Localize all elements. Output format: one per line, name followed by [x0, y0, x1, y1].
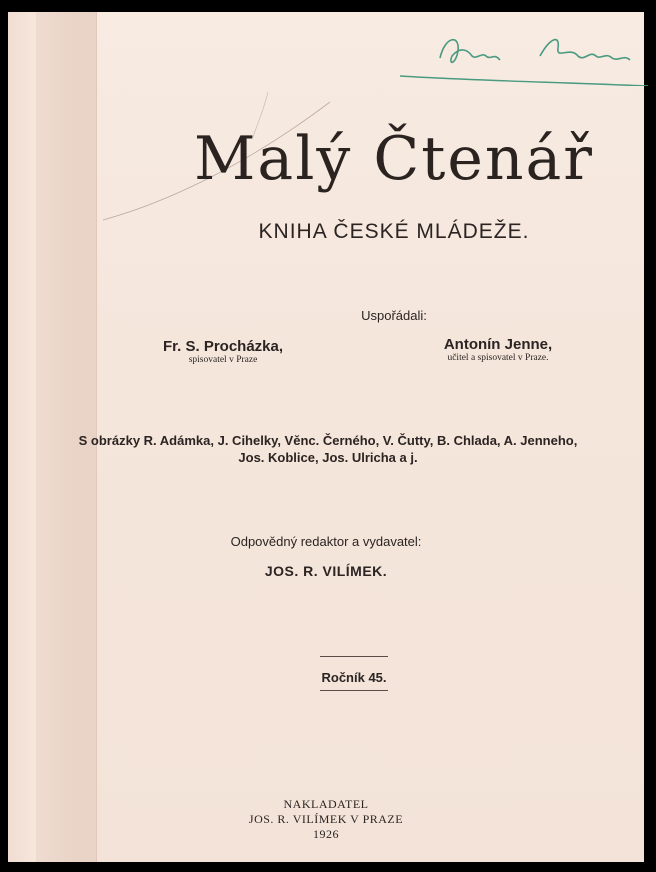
arranged-by-label: Uspořádali:: [361, 308, 427, 323]
publisher-name: JOS. R. VILÍMEK V PRAZE: [248, 812, 404, 826]
author-prochazka: [128, 338, 318, 365]
illustrators-line-2: Jos. Koblice, Jos. Ulricha a j.: [238, 450, 418, 465]
volume-label: Ročník 45.: [321, 670, 387, 685]
book-title-page: [8, 12, 644, 862]
author-jenne: [403, 336, 593, 363]
publisher-label: NAKLADATEL: [283, 797, 369, 811]
publication-year: 1926: [313, 827, 339, 841]
book-subtitle: KNIHA ČESKÉ MLÁDEŽE.: [258, 220, 530, 243]
volume-rule-bottom: [320, 690, 388, 691]
author-role: spisovatel v Praze: [188, 355, 258, 365]
editor-name: JOS. R. VILÍMEK.: [264, 563, 388, 579]
author-name: Antonín Jenne,: [443, 336, 553, 353]
editor-label: Odpovědný redaktor a vydavatel:: [230, 534, 422, 549]
signature-text: Krau. Karel: [460, 56, 465, 57]
illustrators-credit: [0, 432, 656, 466]
handwritten-signature: [400, 26, 650, 86]
author-name: Fr. S. Procházka,: [162, 338, 284, 355]
illustrators-line-1: S obrázky R. Adámka, J. Cihelky, Věnc. Černého, V. Čutty, B. Chlada, A. Jenneho,: [78, 433, 578, 448]
publisher-block: [8, 797, 644, 842]
book-title: Malý Čtenář: [194, 124, 594, 194]
author-role: učitel a spisovatel v Praze.: [447, 353, 549, 363]
volume-rule-top: [320, 656, 388, 657]
